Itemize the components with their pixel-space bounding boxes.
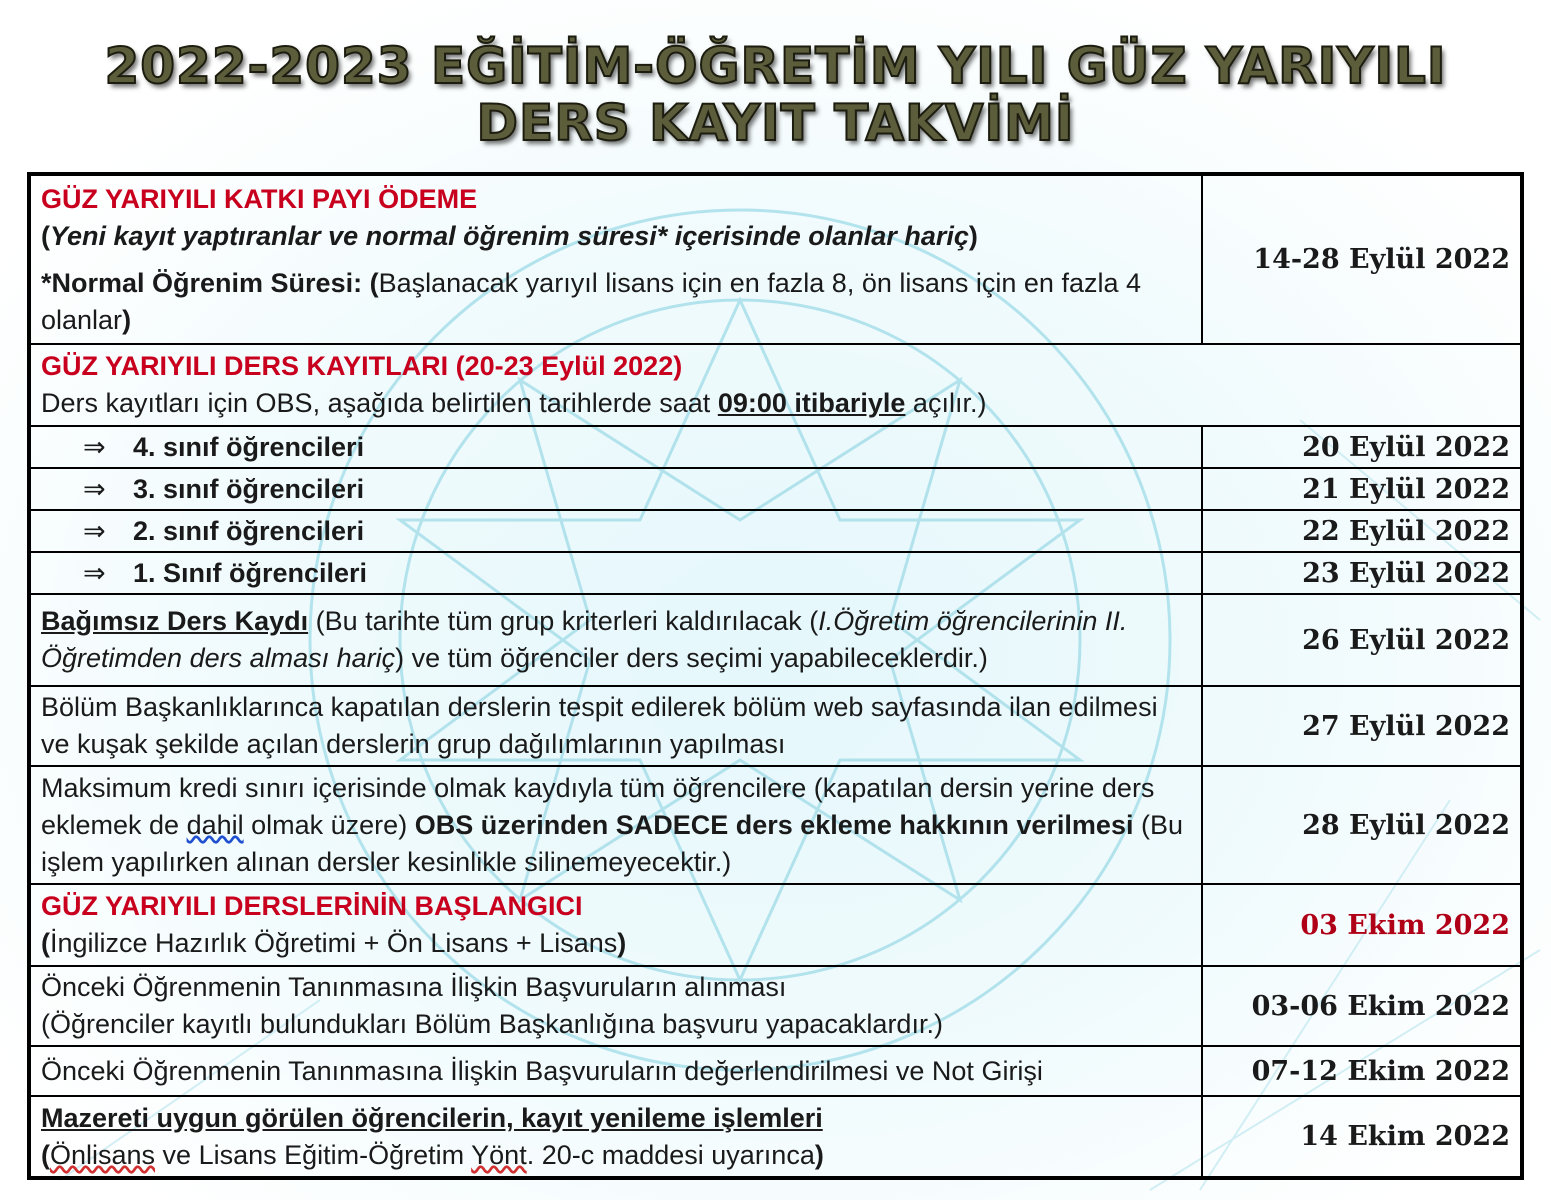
- row-date: 26 Eylül 2022: [1202, 594, 1522, 686]
- text-part: olmak üzere): [243, 809, 415, 840]
- text-part: İngilizce Hazırlık Öğretimi + Ön Lisans + Lisans: [50, 928, 618, 958]
- table-row: [29, 344, 1522, 426]
- text-part: Maksimum kredi sınırı içerisinde olmak kaydıyla tüm öğrencilere (kapatılan dersin yerine ders eklemek de: [41, 772, 1155, 840]
- row-label: Bağımsız Ders Kaydı: [41, 606, 309, 636]
- row-text: [41, 925, 1191, 962]
- table-row: [29, 884, 1522, 966]
- spellcheck-word: dahil: [186, 809, 244, 840]
- table-row: [29, 426, 1522, 468]
- table-row: [29, 1046, 1522, 1096]
- row-date: 28 Eylül 2022: [1202, 766, 1522, 884]
- row-description: [29, 1096, 1202, 1178]
- row-date: 14-28 Eylül 2022: [1202, 174, 1522, 344]
- row-description: [29, 552, 1202, 594]
- paren-close: ): [968, 220, 978, 251]
- text-bold: OBS üzerinden SADECE ders ekleme hakkının verilmesi: [414, 809, 1134, 840]
- row-date: 14 Ekim 2022: [1202, 1096, 1522, 1178]
- row-note: [41, 265, 1191, 339]
- text-part: Ders kayıtları için OBS, aşağıda belirtilen tarihlerde saat: [41, 388, 718, 418]
- spellcheck-word: Yönt: [471, 1139, 527, 1170]
- row-description: [29, 594, 1202, 686]
- text-part: . 20-c maddesi uyarınca: [526, 1139, 815, 1170]
- table-row: [29, 766, 1522, 884]
- paren-open: (: [362, 267, 379, 298]
- row-heading: Mazereti uygun görülen öğrencilerin, kayıt yenileme işlemleri: [41, 1102, 823, 1133]
- page-title: [0, 38, 1551, 152]
- row-description: [29, 510, 1202, 552]
- text-part: (Bu tarihte tüm grup kriterleri kaldırılacak (: [308, 606, 819, 636]
- table-row: [29, 686, 1522, 766]
- row-description: [29, 426, 1202, 468]
- table-row: [29, 468, 1522, 510]
- table-row: [29, 1096, 1522, 1178]
- row-heading: GÜZ YARIYILI DERS KAYITLARI (20-23 Eylül 2022): [41, 351, 683, 381]
- arrow-icon: ⇒: [83, 515, 106, 546]
- row-heading: GÜZ YARIYILI DERSLERİNİN BAŞLANGICI: [41, 891, 583, 921]
- table-row: [29, 594, 1522, 686]
- text-part: ) ve tüm öğrenciler ders seçimi yapabileceklerdir.): [395, 643, 988, 673]
- row-date: 07-12 Ekim 2022: [1202, 1046, 1522, 1096]
- paren-close: ): [617, 928, 627, 958]
- row-text-line: (Öğrenciler kayıtlı bulundukları Bölüm Başkanlığına başvuru yapacaklardır.): [41, 1009, 943, 1039]
- paren-open: (: [41, 220, 50, 251]
- title-line-2: DERS KAYIT TAKVİMİ: [476, 94, 1075, 152]
- time-emphasis: 09:00 itibariyle: [717, 388, 906, 418]
- row-subtitle: [41, 218, 1191, 255]
- text-italic: I.Öğretim öğrencilerinin II. Öğretimden ders alması hariç: [41, 606, 1128, 673]
- paren-close: ): [814, 1139, 824, 1170]
- row-text: [41, 385, 1510, 422]
- row-heading: GÜZ YARIYILI KATKI PAYI ÖDEME: [41, 183, 478, 214]
- text-part: açılır.): [905, 388, 987, 418]
- row-text-line: Önceki Öğrenmenin Tanınmasına İlişkin Başvuruların alınması: [41, 972, 787, 1002]
- arrow-icon: ⇒: [83, 557, 106, 588]
- row-date: 27 Eylül 2022: [1202, 686, 1522, 766]
- row-description: [29, 966, 1202, 1046]
- text-part: ve Lisans Eğitim-Öğretim: [155, 1139, 472, 1170]
- text-part: (Bu işlem yapılırken alınan dersler kesinlikle silinemeyecektir.): [41, 809, 1183, 877]
- row-subtitle-italic: Yeni kayıt yaptıranlar ve normal öğrenim süresi* içerisinde olanlar hariç: [50, 220, 969, 251]
- row-date: 20 Eylül 2022: [1202, 426, 1522, 468]
- row-date: 03 Ekim 2022: [1202, 884, 1522, 966]
- row-label: 2. sınıf öğrencileri: [133, 515, 365, 546]
- registration-calendar-table: [27, 172, 1524, 1180]
- row-date: 21 Eylül 2022: [1202, 468, 1522, 510]
- title-line-1: 2022-2023 EĞİTİM-ÖĞRETİM YILI GÜZ YARIYILI: [104, 37, 1447, 95]
- row-description: [29, 174, 1202, 344]
- row-date: 22 Eylül 2022: [1202, 510, 1522, 552]
- table-row: [29, 174, 1522, 344]
- row-text: [41, 1137, 1191, 1174]
- row-description: Bölüm Başkanlıklarınca kapatılan derslerin tespit edilerek bölüm web sayfasında ilan edilmesi ve kuşak şekilde açılan derslerin grup dağılımlarının yapılması: [29, 686, 1202, 766]
- table-row: [29, 966, 1522, 1046]
- row-description: Önceki Öğrenmenin Tanınmasına İlişkin Başvuruların değerlendirilmesi ve Not Girişi: [29, 1046, 1202, 1096]
- row-date: 03-06 Ekim 2022: [1202, 966, 1522, 1046]
- row-description: [29, 468, 1202, 510]
- paren-open: (: [41, 928, 50, 958]
- arrow-icon: ⇒: [83, 473, 106, 504]
- paren-open: (: [41, 1139, 50, 1170]
- paren-close: ): [122, 304, 132, 335]
- arrow-icon: ⇒: [83, 431, 106, 462]
- table-row: [29, 510, 1522, 552]
- row-date: 23 Eylül 2022: [1202, 552, 1522, 594]
- note-label: *Normal Öğrenim Süresi:: [41, 267, 363, 298]
- table-row: [29, 552, 1522, 594]
- row-description: [29, 344, 1522, 426]
- note-text: Başlanacak yarıyıl lisans için en fazla 8, ön lisans için en fazla 4 olanlar: [41, 267, 1141, 335]
- row-label: 3. sınıf öğrencileri: [133, 473, 365, 504]
- spellcheck-word: Önlisans: [50, 1139, 156, 1170]
- row-label: 4. sınıf öğrencileri: [133, 431, 365, 462]
- row-description: [29, 766, 1202, 884]
- row-description: [29, 884, 1202, 966]
- row-label: 1. Sınıf öğrencileri: [133, 557, 368, 588]
